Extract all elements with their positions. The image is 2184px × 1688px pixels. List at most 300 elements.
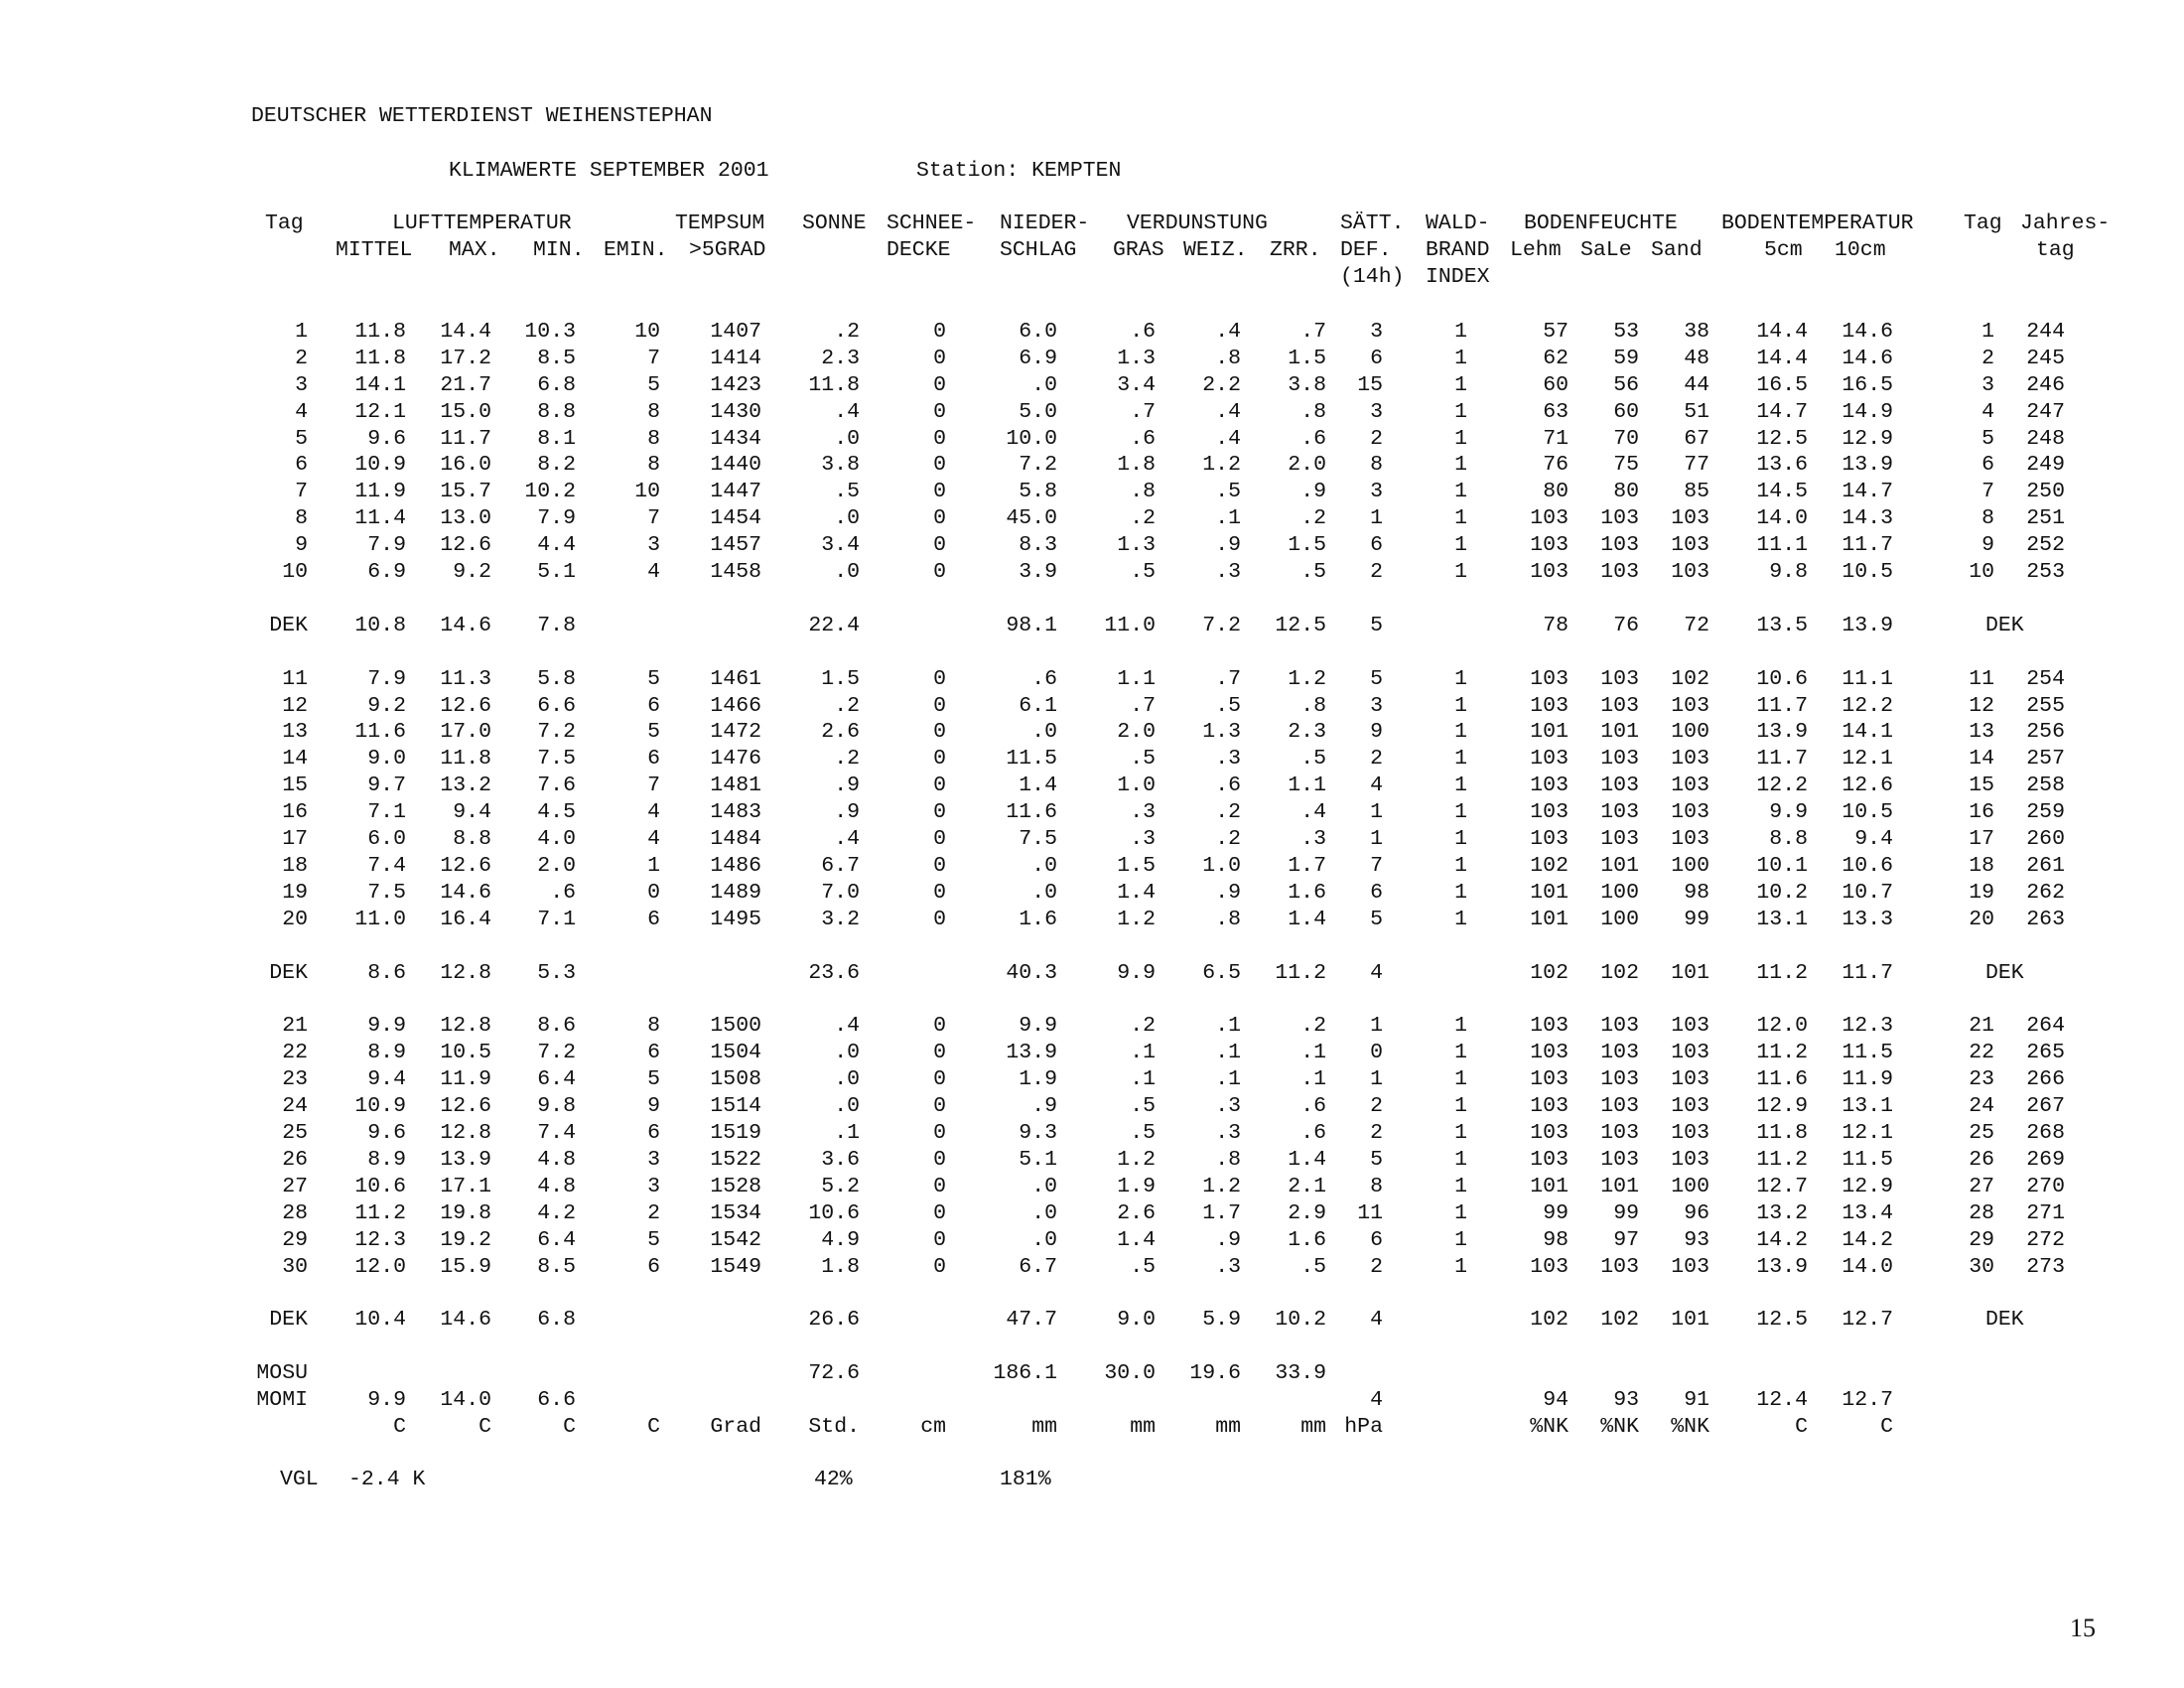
table-cell: 1 [1370, 800, 1383, 824]
table-cell: 10.5 [440, 1041, 491, 1064]
table-cell: 103 [1671, 827, 1709, 851]
table-cell: 11.8 [808, 373, 860, 397]
table-cell: 1 [1454, 347, 1467, 370]
table-cell: 4 [1370, 961, 1383, 985]
table-cell: 11.3 [440, 667, 491, 691]
table-cell: 5.1 [537, 560, 576, 584]
table-cell: 6.4 [537, 1228, 576, 1252]
table-cell: 1.6 [1288, 1228, 1326, 1252]
table-cell: 103 [1530, 1255, 1569, 1279]
table-cell: 0 [933, 881, 946, 905]
dek-summary-row [0, 613, 2184, 639]
table-cell: .6 [1300, 1094, 1326, 1118]
table-cell: 7.2 [537, 1041, 576, 1064]
table-cell: 6.8 [537, 373, 576, 397]
column-header: 10cm [1835, 238, 1886, 262]
table-cell: 1476 [710, 747, 761, 771]
column-header-line-2 [0, 237, 2184, 264]
table-cell: 11.7 [440, 427, 491, 451]
table-cell: 10.3 [524, 320, 576, 344]
table-cell: 6.0 [367, 827, 406, 851]
table-cell: 15.0 [440, 400, 491, 424]
table-cell: 6 [1370, 347, 1383, 370]
table-cell: 101 [1530, 1175, 1569, 1198]
table-cell: 1407 [710, 320, 761, 344]
table-cell: 0 [933, 533, 946, 557]
column-header: >5GRAD [689, 238, 766, 262]
table-cell: 1 [1454, 1067, 1467, 1091]
mosu-row [0, 1360, 2184, 1387]
table-cell: 21 [1969, 1014, 1994, 1038]
table-cell: 12.6 [440, 533, 491, 557]
table-cell: 103 [1600, 1148, 1639, 1172]
table-cell: 67 [1684, 427, 1709, 451]
table-row [0, 532, 2184, 559]
table-cell: 8 [1370, 1175, 1383, 1198]
table-cell: .6 [1215, 774, 1241, 797]
table-cell: 1 [1454, 533, 1467, 557]
table-cell: 1.2 [1117, 908, 1156, 931]
table-cell: .6 [1130, 427, 1156, 451]
column-header: SONNE [802, 211, 867, 235]
table-cell: 1 [1981, 320, 1994, 344]
table-cell: .0 [1031, 881, 1057, 905]
table-row [0, 559, 2184, 586]
table-cell: 0 [933, 560, 946, 584]
table-cell: 16 [1969, 800, 1994, 824]
table-cell: 253 [2026, 560, 2065, 584]
table-cell: .3 [1130, 827, 1156, 851]
table-cell: 6.9 [1019, 347, 1057, 370]
table-cell: 27 [282, 1175, 308, 1198]
table-cell: .0 [834, 506, 860, 530]
table-cell: 99 [1684, 908, 1709, 931]
table-cell: .5 [1130, 1121, 1156, 1145]
table-row [0, 372, 2184, 399]
table-cell: 1440 [710, 453, 761, 477]
table-cell: Grad [710, 1415, 761, 1439]
table-cell: 1 [1454, 1255, 1467, 1279]
table-cell: 11.7 [1756, 747, 1808, 771]
table-cell: 5 [647, 720, 660, 744]
table-cell: 1519 [710, 1121, 761, 1145]
table-cell: 1 [1454, 694, 1467, 718]
table-cell: .5 [1130, 747, 1156, 771]
table-cell: 14.0 [440, 1388, 491, 1412]
table-cell: 3 [1370, 320, 1383, 344]
column-header: (14h) [1340, 265, 1405, 289]
table-row [0, 1254, 2184, 1281]
table-cell: 1 [1370, 1014, 1383, 1038]
table-cell: 13 [1969, 720, 1994, 744]
table-cell: 103 [1530, 533, 1569, 557]
table-cell: 22 [1969, 1041, 1994, 1064]
table-cell: .6 [1031, 667, 1057, 691]
column-header: Jahres- [2020, 211, 2111, 235]
table-cell: 103 [1600, 1255, 1639, 1279]
table-cell: 11.2 [1756, 1148, 1808, 1172]
table-cell: 9.4 [453, 800, 491, 824]
table-cell: .4 [834, 400, 860, 424]
table-cell: 1.4 [1288, 908, 1326, 931]
table-cell: 2 [647, 1201, 660, 1225]
table-cell: 3 [1370, 480, 1383, 503]
table-cell: .7 [1130, 694, 1156, 718]
table-cell: 7.2 [1202, 614, 1241, 637]
dek-label-right: DEK [1985, 614, 2024, 637]
table-cell: 5 [1370, 614, 1383, 637]
table-cell: 4.5 [537, 800, 576, 824]
table-cell: 16 [282, 800, 308, 824]
table-cell: 18 [1969, 854, 1994, 878]
table-cell: 12.8 [440, 961, 491, 985]
table-cell: 258 [2026, 774, 2065, 797]
table-cell: 1.2 [1288, 667, 1326, 691]
table-cell: 2 [1370, 1255, 1383, 1279]
page-number: 15 [2070, 1614, 2096, 1642]
table-cell: 1 [1454, 1175, 1467, 1198]
table-cell: 0 [933, 347, 946, 370]
table-cell: 10.6 [1842, 854, 1893, 878]
table-cell: .2 [1215, 800, 1241, 824]
table-cell: .9 [834, 800, 860, 824]
table-cell: 9.8 [1769, 560, 1808, 584]
table-cell: .0 [834, 1041, 860, 1064]
table-cell: 8 [647, 453, 660, 477]
table-cell: 2.6 [1117, 1201, 1156, 1225]
table-cell: 9.9 [367, 1014, 406, 1038]
table-cell: 7.5 [367, 881, 406, 905]
table-cell: 12.9 [1842, 1175, 1893, 1198]
table-cell: 103 [1600, 1067, 1639, 1091]
table-cell: 13.6 [1756, 453, 1808, 477]
dek-summary-row [0, 1307, 2184, 1334]
table-cell: .4 [1215, 400, 1241, 424]
table-cell: 48 [1684, 347, 1709, 370]
table-cell: 0 [933, 1201, 946, 1225]
table-cell: 9 [1370, 720, 1383, 744]
column-header: Lehm [1510, 238, 1562, 262]
table-cell: 70 [1613, 427, 1639, 451]
table-cell: 2 [295, 347, 308, 370]
table-cell: 13.9 [1842, 453, 1893, 477]
table-cell: 3 [1370, 694, 1383, 718]
table-cell: 0 [933, 1041, 946, 1064]
table-cell: 0 [933, 774, 946, 797]
table-row [0, 1013, 2184, 1040]
table-cell: .1 [1130, 1041, 1156, 1064]
table-cell: 6.6 [537, 694, 576, 718]
table-cell: 16.5 [1842, 373, 1893, 397]
table-cell: 6.4 [537, 1067, 576, 1091]
table-cell: 14.4 [440, 320, 491, 344]
table-cell: 12.8 [440, 1121, 491, 1145]
table-cell: .4 [834, 827, 860, 851]
table-cell: 9 [1981, 533, 1994, 557]
table-cell: 273 [2026, 1255, 2065, 1279]
table-cell: 103 [1530, 1094, 1569, 1118]
column-header: MAX. [449, 238, 500, 262]
table-cell: 8.8 [453, 827, 491, 851]
table-cell: 1.1 [1288, 774, 1326, 797]
table-cell: 6 [1981, 453, 1994, 477]
table-cell: .1 [1215, 1067, 1241, 1091]
table-cell: 1 [1454, 667, 1467, 691]
table-cell: 3.8 [821, 453, 860, 477]
table-cell: 250 [2026, 480, 2065, 503]
table-cell: 255 [2026, 694, 2065, 718]
table-row [0, 346, 2184, 372]
table-cell: 11.7 [1842, 961, 1893, 985]
table-cell: 7.2 [537, 720, 576, 744]
table-cell: %NK [1600, 1415, 1639, 1439]
table-cell: 102 [1530, 854, 1569, 878]
table-cell: 25 [282, 1121, 308, 1145]
table-cell: 8 [647, 427, 660, 451]
table-cell: 0 [647, 881, 660, 905]
table-cell: 14.9 [1842, 400, 1893, 424]
table-cell: 103 [1600, 800, 1639, 824]
table-cell: C [563, 1415, 576, 1439]
table-cell: 3.4 [821, 533, 860, 557]
table-cell: 1495 [710, 908, 761, 931]
table-cell: 1 [1454, 747, 1467, 771]
column-header: INDEX [1426, 265, 1490, 289]
table-cell: 10.5 [1842, 800, 1893, 824]
table-cell: 9.7 [367, 774, 406, 797]
table-cell: 1 [1454, 800, 1467, 824]
table-cell: 1 [1370, 506, 1383, 530]
table-cell: 1 [1454, 480, 1467, 503]
table-cell: 103 [1530, 1121, 1569, 1145]
table-cell: 8.2 [537, 453, 576, 477]
table-cell: 3 [647, 533, 660, 557]
table-cell: 10 [634, 320, 660, 344]
table-cell: 21 [282, 1014, 308, 1038]
table-cell: 7 [1370, 854, 1383, 878]
table-cell: 7.6 [537, 774, 576, 797]
table-cell: .9 [834, 774, 860, 797]
table-cell: 11.8 [354, 320, 406, 344]
table-cell: 7 [647, 774, 660, 797]
column-header: Sand [1651, 238, 1703, 262]
table-cell: 103 [1530, 1148, 1569, 1172]
table-cell: 7 [647, 347, 660, 370]
table-cell: 10.2 [524, 480, 576, 503]
table-cell: 12.5 [1275, 614, 1326, 637]
table-cell: .1 [1215, 1041, 1241, 1064]
table-cell: 1.4 [1117, 881, 1156, 905]
table-cell: 1.2 [1202, 453, 1241, 477]
table-cell: 13.1 [1842, 1094, 1893, 1118]
table-cell: 103 [1600, 667, 1639, 691]
table-cell: 102 [1671, 667, 1709, 691]
table-cell: 7.9 [537, 506, 576, 530]
table-cell: 267 [2026, 1094, 2065, 1118]
table-cell: 4 [1370, 1308, 1383, 1332]
table-cell: 14.1 [354, 373, 406, 397]
table-cell: 246 [2026, 373, 2065, 397]
table-cell: 5 [647, 1067, 660, 1091]
table-cell: 8 [647, 1014, 660, 1038]
table-cell: 8.5 [537, 1255, 576, 1279]
org-title: DEUTSCHER WETTERDIENST WEIHENSTEPHAN [251, 104, 713, 128]
table-cell: .3 [1215, 1094, 1241, 1118]
table-cell: 7.8 [537, 614, 576, 637]
table-cell: 2 [1981, 347, 1994, 370]
dek-label-right: DEK [1985, 961, 2024, 985]
table-cell: 13.4 [1842, 1201, 1893, 1225]
table-cell: .3 [1130, 800, 1156, 824]
table-cell: 9 [295, 533, 308, 557]
table-cell: 3.2 [821, 908, 860, 931]
table-cell: 5.1 [1019, 1148, 1057, 1172]
table-cell: 0 [933, 400, 946, 424]
table-cell: 1.4 [1117, 1228, 1156, 1252]
table-cell: 1 [1454, 908, 1467, 931]
station-label: Station: KEMPTEN [916, 159, 1122, 183]
table-cell: 9.9 [1769, 800, 1808, 824]
table-cell: 103 [1671, 694, 1709, 718]
table-cell: 6 [1370, 881, 1383, 905]
table-cell: 271 [2026, 1201, 2065, 1225]
table-cell: 9.2 [367, 694, 406, 718]
table-cell: 252 [2026, 533, 2065, 557]
column-header: Tag [265, 211, 304, 235]
table-cell: 0 [933, 1175, 946, 1198]
table-cell: DEK [269, 614, 308, 637]
table-cell: 53 [1613, 320, 1639, 344]
table-cell: 12.7 [1842, 1388, 1893, 1412]
table-cell: 96 [1684, 1201, 1709, 1225]
table-cell: 1.9 [1019, 1067, 1057, 1091]
table-cell: 7.4 [367, 854, 406, 878]
table-cell: 6.6 [537, 1388, 576, 1412]
table-cell: 266 [2026, 1067, 2065, 1091]
table-cell: 14.6 [440, 881, 491, 905]
table-cell: 103 [1671, 1255, 1709, 1279]
table-cell: 8.8 [1769, 827, 1808, 851]
table-cell: 16.5 [1756, 373, 1808, 397]
table-cell: 16.4 [440, 908, 491, 931]
table-cell: 8 [1370, 453, 1383, 477]
column-header: 5cm [1764, 238, 1803, 262]
table-cell: 19 [282, 881, 308, 905]
table-cell: 101 [1671, 961, 1709, 985]
table-cell: 30.0 [1104, 1361, 1156, 1385]
table-cell: 11.0 [1104, 614, 1156, 637]
table-cell: 10.2 [1756, 881, 1808, 905]
table-cell: 76 [1543, 453, 1569, 477]
table-cell: 38 [1684, 320, 1709, 344]
table-cell: 9.4 [1854, 827, 1893, 851]
table-cell: 1.0 [1202, 854, 1241, 878]
table-cell: 6 [647, 1121, 660, 1145]
column-header: SÄTT. [1340, 211, 1405, 235]
table-cell: 9.6 [367, 1121, 406, 1145]
table-cell: 8 [1981, 506, 1994, 530]
table-cell: 103 [1671, 506, 1709, 530]
table-cell: 13.2 [440, 774, 491, 797]
table-cell: 27 [1969, 1175, 1994, 1198]
table-cell: .2 [1215, 827, 1241, 851]
table-cell: 6 [647, 747, 660, 771]
table-cell: 103 [1530, 774, 1569, 797]
table-cell: 15.9 [440, 1255, 491, 1279]
column-header: SCHNEE- [887, 211, 977, 235]
column-header: Tag [1964, 211, 2002, 235]
table-cell: .3 [1215, 747, 1241, 771]
table-cell: 5 [647, 667, 660, 691]
table-cell: 1.5 [1117, 854, 1156, 878]
table-cell: 6 [295, 453, 308, 477]
table-cell: 270 [2026, 1175, 2065, 1198]
table-cell: 1 [1454, 1094, 1467, 1118]
table-cell: 26 [282, 1148, 308, 1172]
table-cell: 15 [1969, 774, 1994, 797]
dek-label-right: DEK [1985, 1308, 2024, 1332]
table-cell: 8.6 [367, 961, 406, 985]
table-cell: 10 [1969, 560, 1994, 584]
table-cell: 0 [933, 480, 946, 503]
table-cell: mm [1300, 1415, 1326, 1439]
table-cell: 4.2 [537, 1201, 576, 1225]
table-cell: 11.2 [1756, 961, 1808, 985]
table-cell: 103 [1530, 1067, 1569, 1091]
table-cell: 6.8 [537, 1308, 576, 1332]
table-cell: 4 [647, 800, 660, 824]
table-cell: 10.1 [1756, 854, 1808, 878]
table-cell: 10 [634, 480, 660, 503]
table-cell: 11.4 [354, 506, 406, 530]
table-cell: 12.5 [1756, 1308, 1808, 1332]
table-cell: 5 [1370, 1148, 1383, 1172]
table-cell: 6 [647, 694, 660, 718]
table-row [0, 719, 2184, 746]
table-cell: .4 [834, 1014, 860, 1038]
table-cell: 1 [647, 854, 660, 878]
table-cell: 80 [1613, 480, 1639, 503]
table-cell: .5 [1215, 694, 1241, 718]
table-cell: 44 [1684, 373, 1709, 397]
table-cell: 103 [1530, 800, 1569, 824]
table-cell: 3.6 [821, 1148, 860, 1172]
table-cell: 0 [933, 506, 946, 530]
table-cell: 101 [1530, 908, 1569, 931]
table-cell: 9.0 [367, 747, 406, 771]
table-cell: 4 [1370, 774, 1383, 797]
table-cell: .1 [1215, 506, 1241, 530]
table-cell: .8 [1215, 908, 1241, 931]
table-cell: 19.2 [440, 1228, 491, 1252]
table-cell: 8.9 [367, 1041, 406, 1064]
table-cell: 0 [933, 908, 946, 931]
table-cell: 103 [1530, 506, 1569, 530]
table-row [0, 1040, 2184, 1066]
table-cell: 1508 [710, 1067, 761, 1091]
table-row [0, 907, 2184, 933]
table-cell: 101 [1530, 720, 1569, 744]
table-cell: 1430 [710, 400, 761, 424]
table-cell: .2 [1130, 1014, 1156, 1038]
column-header: WALD- [1426, 211, 1490, 235]
table-row [0, 426, 2184, 453]
table-cell: 10.6 [1756, 667, 1808, 691]
table-row [0, 746, 2184, 773]
table-row [0, 319, 2184, 346]
table-cell: 0 [933, 827, 946, 851]
table-cell: 12.4 [1756, 1388, 1808, 1412]
